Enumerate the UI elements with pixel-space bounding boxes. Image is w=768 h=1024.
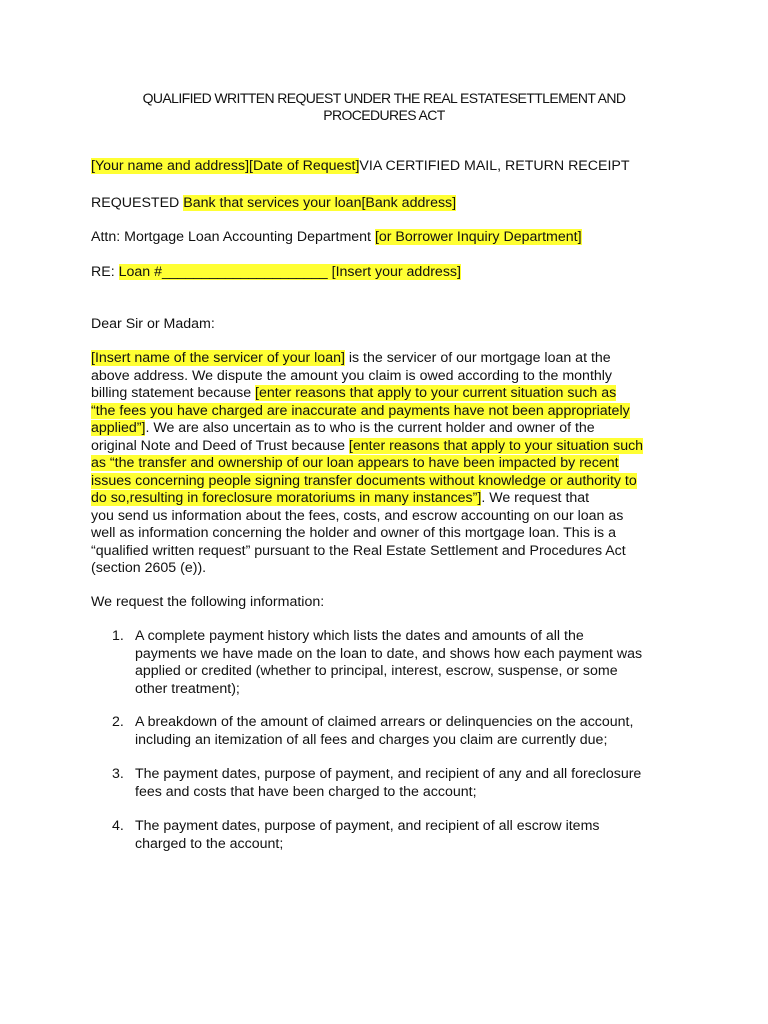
requested-label: REQUESTED (91, 195, 184, 211)
title-line-1: QUALIFIED WRITTEN REQUEST UNDER THE REAL ESTATESETTLEMENT AND (142, 90, 626, 106)
body-paragraph (91, 350, 691, 578)
list-item-line: other treatment); (135, 680, 240, 697)
ownership-reasons-placeholder: [enter reasons that apply to your situation such (348, 437, 644, 454)
bank-placeholder: Bank that services your loan[Bank address] (183, 195, 457, 211)
delivery-method: VIA CERTIFIED MAIL, RETURN RECEIPT (359, 158, 630, 174)
bank-line (91, 195, 456, 213)
list-item-line: fees and costs that have been charged to the account; (135, 783, 477, 800)
re-label: RE: (91, 264, 119, 280)
list-item-line: payments we have made on the loan to date, and shows how each payment was (135, 645, 643, 662)
body-line: original Note and Deed of Trust because [enter reasons that apply to your situation such (91, 437, 644, 454)
list-item-line: The payment dates, purpose of payment, and recipient of any and all foreclosure (135, 766, 642, 782)
body-line: well as information concerning the holder and owner of this mortgage loan. This is a (91, 525, 616, 541)
sender-placeholder: [Your name and address][Date of Request] (91, 158, 360, 174)
list-item-line: including an itemization of all fees and charges you claim are currently due; (135, 731, 608, 748)
body-line: “the fees you have charged are inaccurate and payments have not been appropriately (91, 402, 630, 419)
list-item-line: A complete payment history which lists the dates and amounts of all the (135, 628, 584, 644)
list-number: 1. (112, 628, 124, 644)
re-line (91, 264, 461, 282)
body-line: as “the transfer and ownership of our loan appears to have been impacted by recent (91, 455, 619, 471)
list-number: 2. (112, 714, 124, 730)
body-line: you send us information about the fees, costs, and escrow accounting on our loan as (91, 507, 624, 524)
list-item-line: charged to the account; (135, 835, 284, 852)
list-item-line: The payment dates, purpose of payment, and recipient of all escrow items (135, 818, 600, 834)
reasons-placeholder: [enter reasons that apply to your current situation such as (255, 385, 617, 401)
request-intro: We request the following information: (91, 594, 325, 610)
list-number: 3. (112, 766, 124, 782)
sender-line (91, 158, 630, 176)
servicer-placeholder: [Insert name of the servicer of your loan] (91, 350, 345, 366)
loan-placeholder: Loan #_____________________ [Insert your address] (118, 264, 461, 280)
attn-alt-placeholder: [or Borrower Inquiry Department] (374, 229, 582, 245)
body-line: “qualified written request” pursuant to the Real Estate Settlement and Procedures Act (91, 542, 626, 559)
body-line: billing statement because [enter reasons that apply to your current situation such as (91, 385, 617, 401)
body-line: applied”]. We are also uncertain as to who is the current holder and owner of the (91, 420, 595, 436)
body-line: above address. We dispute the amount you claim is owed according to the monthly (91, 367, 613, 384)
body-line: issues concerning people signing transfer documents without knowledge or authority to (91, 472, 637, 489)
document-title (60, 90, 708, 124)
body-line: do so,resulting in foreclosure moratoriums in many instances”]. We request that (91, 490, 590, 506)
list-item-line: A breakdown of the amount of claimed arrears or delinquencies on the account, (135, 714, 634, 730)
attn-line (91, 229, 582, 247)
attn-label: Attn: Mortgage Loan Accounting Department (91, 229, 375, 245)
salutation: Dear Sir or Madam: (91, 316, 215, 332)
body-line: [Insert name of the servicer of your loan] is the servicer of our mortgage loan at the (91, 350, 611, 366)
list-number: 4. (112, 818, 124, 834)
body-line: (section 2605 (e)). (91, 560, 207, 576)
list-item-line: applied or credited (whether to principal, interest, escrow, suspense, or some (135, 663, 618, 679)
title-line-2: PROCEDURES ACT (323, 107, 445, 123)
